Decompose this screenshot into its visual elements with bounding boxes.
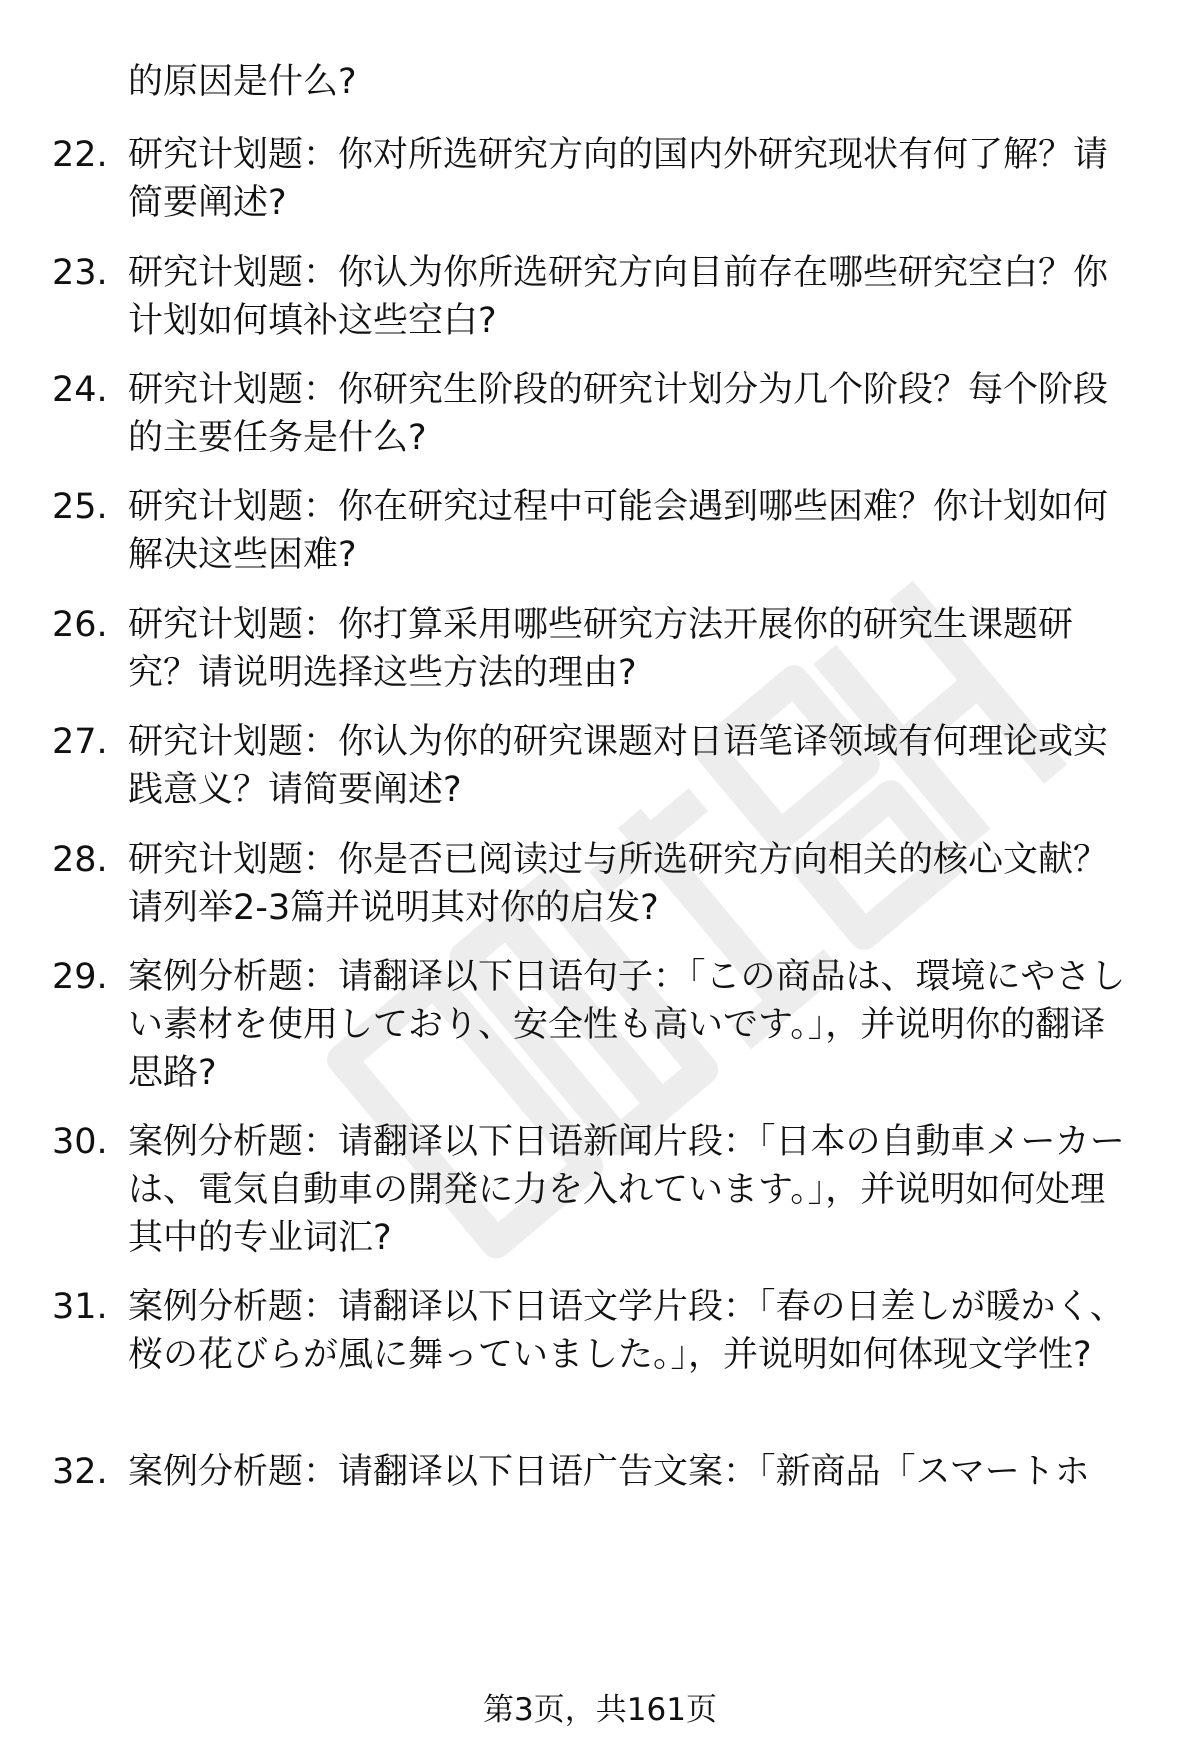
question-number: 26. — [52, 605, 108, 645]
question-text: 案例分析题：请翻译以下日语新闻片段：「日本の自動車メーカーは、電気自動車の開発に力を入れています。」，并说明如何处理其中的专业词汇? — [128, 1122, 1125, 1258]
question-text: 研究计划题：你在研究过程中可能会遇到哪些困难？你计划如何解决这些困难? — [128, 487, 1109, 575]
question-text: 研究计划题：你打算采用哪些研究方法开展你的研究生课题研究？请说明选择这些方法的理由? — [128, 605, 1074, 693]
question-number: 31. — [52, 1287, 108, 1327]
question-text: 案例分析题：请翻译以下日语句子：「この商品は、環境にやさしい素材を使用しており、安全性も高いです。」，并说明你的翻译思路? — [128, 957, 1126, 1093]
question-number: 24. — [52, 370, 108, 410]
continuation-text: 的原因是什么? — [128, 62, 357, 102]
question-number: 22. — [52, 135, 108, 175]
question-number: 25. — [52, 487, 108, 527]
question-number: 32. — [52, 1452, 108, 1492]
question-text: 研究计划题：你认为你所选研究方向目前存在哪些研究空白？你计划如何填补这些空白? — [128, 253, 1109, 341]
question-text: 研究计划题：你认为你的研究课题对日语笔译领域有何理论或实践意义？请简要阐述? — [128, 722, 1109, 810]
question-number: 23. — [52, 253, 108, 293]
question-text: 研究计划题：你研究生阶段的研究计划分为几个阶段？每个阶段的主要任务是什么? — [128, 370, 1109, 458]
question-number: 30. — [52, 1122, 108, 1162]
question-number: 27. — [52, 722, 108, 762]
page-footer: 第3页，共161页 — [483, 1692, 717, 1728]
question-text: 研究计划题：你是否已阅读过与所选研究方向相关的核心文献？请列举2-3篇并说明其对你的启发? — [128, 840, 1109, 928]
question-text: 案例分析题：请翻译以下日语文学片段：「春の日差しが暖かく、桜の花びらが風に舞っていました。」，并说明如何体现文学性? — [128, 1287, 1125, 1375]
question-number: 28. — [52, 840, 108, 880]
question-text: 案例分析题：请翻译以下日语广告文案：「新商品「スマートホ — [128, 1452, 1090, 1492]
question-text: 研究计划题：你对所选研究方向的国内外研究现状有何了解？请简要阐述? — [128, 135, 1109, 223]
question-number: 29. — [52, 957, 108, 997]
